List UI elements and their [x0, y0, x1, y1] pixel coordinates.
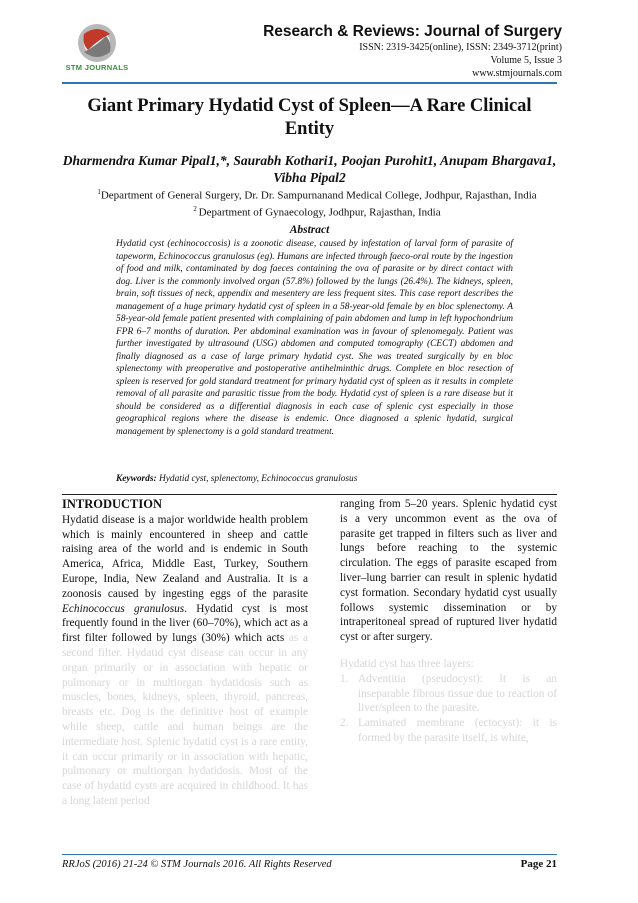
abstract-text: Hydatid cyst (echinococcosis) is a zoonotic disease, caused by infestation of larval form of parasite of tapeworm, Echinococcus granulosus (eg). Humans are infected through faeco-oral route by the ingestion of food and milk, contaminated by dog faeces containing the ova of parasite or by direct contact with dog. Liver is the commonly involved organ (57.8%) followed by the lungs (26.4%). The kidneys, spleen, brain, soft tissues of neck, appendix and mesentery are less frequent sites. This case report describes the management of a huge primary hydatid cyst of spleen in a 58-year-old female by en bloc splenectomy. A 58-year-old female patient presented with complaining of pain abdomen and lump in left hypochondrium FPR 6–7 months of duration. Per abdominal examination was in favour of splenomegaly. Patient was further investigated by ultrasound (USG) abdomen and computed tomography (CECT) abdomen and finally diagnosed as a case of large primary hydatid cyst. She was treated surgically by en bloc splenectomy with preoperative and postoperative antihelminthic drugs. Complete en bloc resection of spleen is reserved for gold standard treatment for primary hydatid cyst of spleen as it results in complete removal of all parasite and parasitic tissue from the body. Hydatid cyst of spleen is a rare disease but it should be considered as a differential diagnosis in each case of splenic cyst especially in those geographical regions where the disease is endemic. Once diagnosed a splenic hydatid, surgical management by splenectomy is a gold standard treatment. — [116, 239, 513, 437]
keywords-label: Keywords: — [116, 474, 157, 484]
layers-list — [340, 657, 557, 746]
stm-logo-icon — [62, 22, 132, 64]
left-column — [62, 497, 308, 809]
introduction-heading: INTRODUCTION — [62, 497, 163, 511]
species-name: Echinococcus granulosus — [62, 602, 185, 615]
introduction-paragraph: Hydatid disease is a major worldwide health problem which is mainly encountered in sheep and cattle raising area of the world and is endemic in South America, Africa, Middle East, Turkey, Southern Europe, India, New Zealand and Australia. It is a zoonosis caused by ingesting eggs of the parasite Echinococcus granulosus. Hydatid cyst is most frequently found in the liver (60–70%), which act as a first filter followed by lungs (30%) which acts as a second filter. Hydatid cyst disease can occur in any organ primarily or in association with hepatic or pulmonary or in multiorgan hydatidosis such as muscles, bones, kidneys, spleen, thyroid, pancreas, breasts etc. Dog is the definitive host of example while sheep, cattle and human beings are the intermediate host. Splenic hydatid cyst is a rare entity, it can occur primarily or in association with hepatic, pulmonary or multiorgan hydatidosis. Most of the case of hydatid cysts are acquired in childhood. It has a long latent period — [62, 513, 309, 807]
right-column — [340, 497, 557, 746]
journal-title: Research & Reviews: Journal of Surgery — [263, 23, 562, 40]
affiliations — [62, 186, 572, 220]
journal-header — [263, 23, 562, 80]
journal-logo — [62, 22, 132, 78]
keywords-list: Hydatid cyst, splenectomy, Echinococcus granulosus — [158, 474, 358, 484]
list-item: 1. Adventitia (pseudocyst): It is an inseparable fibrous tissue due to reaction of liver/spleen to the parasite. — [340, 672, 557, 715]
paper-authors: Dharmendra Kumar Pipal1,*, Saurabh Kothari1, Poojan Purohit1, Anupam Bhargava1, Vibha Pipal2 — [62, 153, 557, 185]
paper-title: Giant Primary Hydatid Cyst of Spleen—A Rare Clinical Entity — [87, 96, 532, 139]
faded-text: as a second filter. Hydatid cyst disease can occur in any organ primarily or in association with hepatic or pulmonary or in multiorgan hydatidosis such as muscles, bones, kidneys, spleen, thyroid, pancreas, breasts etc. Dog is the definitive host of example while sheep, cattle and human beings are the intermediate host. Splenic hydatid cyst is a rare entity, it can occur primarily or in association with hepatic, pulmonary or multiorgan hydatidosis. Most of the case of hydatid cysts are acquired in childhood. It has a long latent period — [62, 632, 309, 807]
list-item: 2. Laminated membrane (ectocyst): it is formed by the parasite itself, is white, — [340, 717, 557, 744]
affiliation-1: $^1$Department of General Surgery, Dr. Dr. Sampurnanand Medical College, Jodhpur, Rajasthan, India — [97, 188, 537, 202]
keywords — [116, 474, 536, 484]
footer-divider — [62, 854, 557, 855]
journal-issn: ISSN: 2319-3425(online), ISSN: 2349-3712(print) — [359, 42, 562, 53]
page-number: Page 21 — [520, 858, 557, 870]
footer-citation: RRJoS (2016) 21-24 © STM Journals 2016. All Rights Reserved — [62, 859, 332, 870]
abstract-heading: Abstract — [289, 224, 330, 236]
journal-volume: Volume 5, Issue 3 — [490, 55, 562, 66]
header-divider — [62, 82, 557, 84]
logo-wordmark: STM JOURNALS — [65, 63, 129, 72]
section-divider — [62, 494, 557, 495]
journal-website[interactable]: www.stmjournals.com — [472, 68, 562, 79]
introduction-paragraph-continued: ranging from 5–20 years. Splenic hydatid cyst is a very uncommon event as the ova of parasite get trapped in filters such as liver and lungs before reaching to the systemic circulation. The eggs of parasite escaped from liver–lung barrier can result in splenic hydatid cyst formation. Secondary hydatid cyst usually follows systemic dissemination or by intraperitoneal spread of ruptured liver hydatid cyst or after surgery. — [340, 498, 557, 644]
layers-intro: Hydatid cyst has three layers: — [340, 657, 474, 670]
affiliation-2: $^2$ Department of Gynaecology, Jodhpur, Rajasthan, India — [193, 205, 441, 219]
